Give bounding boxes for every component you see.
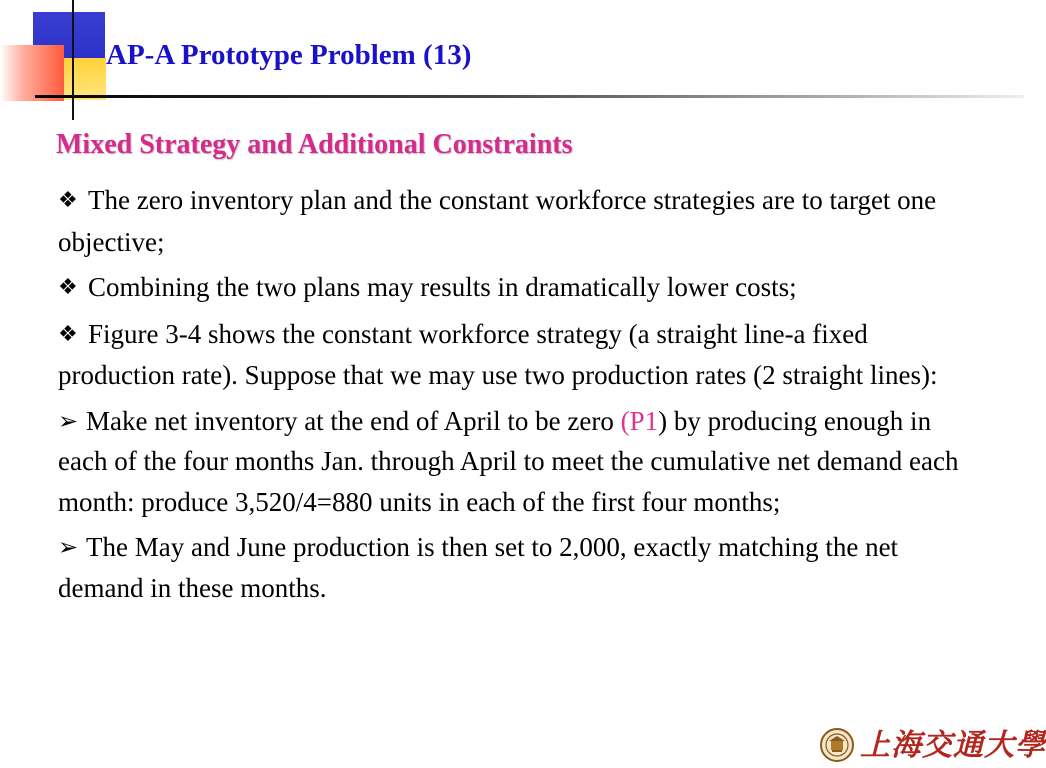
arrow-bullet-icon: ➢ [58, 406, 79, 435]
bullet-item [58, 314, 978, 396]
bullet-text: Figure 3-4 shows the constant workforce strategy (a straight line-a fixed production rate). Suppose that we may use two production rates (2 straight lines): [58, 318, 938, 390]
diamond-bullet-icon: ❖ [58, 275, 78, 300]
sub-bullet-item [58, 401, 978, 523]
bullet-text: The zero inventory plan and the constant workforce strategies are to target one objective; [58, 185, 937, 257]
deco-vertical-line [72, 0, 74, 120]
deco-yellow-square [64, 58, 106, 100]
deco-red-gradient [0, 45, 64, 101]
corner-decoration [0, 0, 110, 120]
university-seal-icon [820, 728, 854, 762]
title-underline-rule [35, 95, 1024, 98]
diamond-bullet-icon: ❖ [58, 188, 78, 213]
bullet-text: Combining the two plans may results in dramatically lower costs; [88, 272, 797, 302]
slide-content [58, 180, 978, 613]
university-logo [820, 728, 1046, 764]
highlight-p1: (P1 [620, 405, 659, 436]
sub-bullet-item [58, 527, 978, 608]
diamond-bullet-icon: ❖ [58, 321, 78, 347]
bullet-item [58, 267, 978, 309]
slide-title: AP-A Prototype Problem (13) [106, 39, 472, 71]
bullet-item [58, 180, 978, 262]
university-name-logo-text: 上海交通大學 [860, 728, 1046, 763]
bullet-text-before: Make net inventory at the end of April to be zero [86, 405, 621, 436]
arrow-bullet-icon: ➢ [58, 533, 79, 561]
slide-subtitle: Mixed Strategy and Additional Constraints [56, 129, 573, 160]
bullet-text: The May and June production is then set to 2,000, exactly matching the net demand in these months. [58, 532, 899, 603]
bullet-text-after: ) by producing enough in each of the four months Jan. through April to meet the cumulative net demand each month: produce 3,520/4=880 units in each of the first four months; [58, 405, 959, 517]
